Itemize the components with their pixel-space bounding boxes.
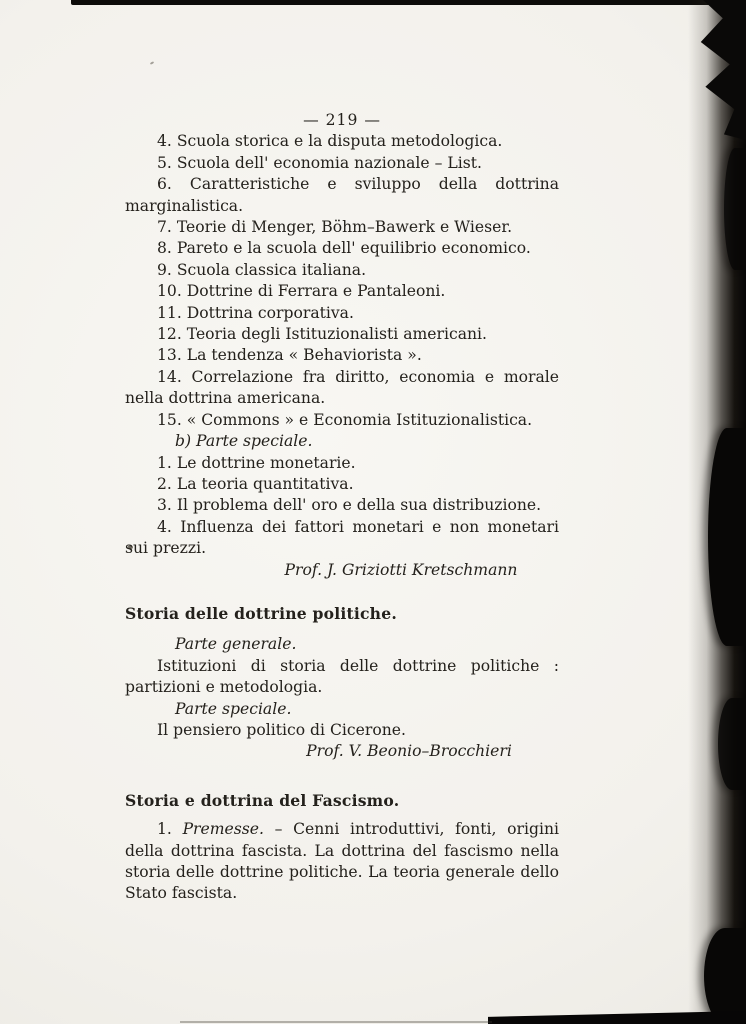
- scan-edge-dark-blob: [724, 148, 746, 270]
- list-item: 12. Teoria degli Istituzionalisti americani.: [157, 325, 487, 344]
- page-number: — 219 —: [303, 111, 381, 129]
- parte-speciale-text: Il pensiero politico di Cicerone.: [157, 720, 406, 739]
- scan-edge-dark-blob: [704, 928, 746, 1024]
- parte-generale-text: Istituzioni di storia delle dottrine politiche : partizioni e metodologia.: [125, 656, 559, 697]
- parte-generale-label: Parte generale.: [175, 635, 297, 654]
- list-item: 13. La tendenza « Behaviorista ».: [157, 346, 422, 365]
- list-item: 11. Dottrina corporativa.: [157, 303, 354, 322]
- scan-bottom-edge-artifact: [488, 1011, 746, 1024]
- section-heading-dottrine-politiche: Storia delle dottrine politiche.: [125, 603, 397, 623]
- scan-edge-dark-blob: [708, 428, 746, 646]
- professor-signature: Prof. J. Griziotti Kretschmann: [284, 560, 518, 579]
- parte-speciale-label: Parte speciale.: [175, 699, 292, 718]
- list-item: 5. Scuola dell' economia nazionale – List.: [157, 153, 482, 172]
- item-lead-italic: Premesse.: [182, 820, 264, 839]
- item-number: 1.: [157, 820, 172, 839]
- list-item: 3. Il problema dell' oro e della sua distribuzione.: [157, 496, 542, 515]
- list-item: 4. Scuola storica e la disputa metodologica.: [157, 132, 503, 151]
- list-item: 15. « Commons » e Economia Istituzionalistica.: [157, 410, 533, 429]
- fascismo-paragraph: [125, 819, 559, 905]
- list-item: 14. Correlazione fra diritto, economia e morale nella dottrina americana.: [125, 367, 559, 408]
- list-item: 4. Influenza dei fattori monetari e non monetari sui prezzi.: [125, 517, 559, 558]
- list-item: 1. Le dottrine monetarie.: [157, 453, 356, 472]
- item-text: – Cenni introduttivi, fonti, origini della dottrina fascista. La dottrina del fascismo nella storia delle dottrine politiche. La teoria generale dello Stato fascista.: [125, 820, 559, 903]
- professor-signature: Prof. V. Beonio–Brocchieri: [306, 742, 512, 761]
- list-item: 10. Dottrine di Ferrara e Pantaleoni.: [157, 282, 446, 301]
- scan-bottom-hairline: [180, 1021, 492, 1023]
- list-item: 8. Pareto e la scuola dell' equilibrio economico.: [157, 239, 531, 258]
- list-item: 7. Teorie di Menger, Böhm–Bawerk e Wieser.: [157, 218, 513, 237]
- scan-edge-dark-blob: [718, 698, 746, 790]
- scan-top-edge-artifact: [71, 0, 721, 5]
- list-item: 6. Caratteristiche e sviluppo della dottrina marginalistica.: [125, 175, 559, 215]
- subsection-b-heading: b) Parte speciale.: [175, 432, 313, 451]
- section-heading-fascismo: Storia e dottrina del Fascismo.: [125, 790, 400, 810]
- list-item: 9. Scuola classica italiana.: [157, 260, 367, 279]
- list-item: 2. La teoria quantitativa.: [157, 474, 354, 493]
- scan-speck: [150, 61, 154, 65]
- page-content: [125, 110, 559, 905]
